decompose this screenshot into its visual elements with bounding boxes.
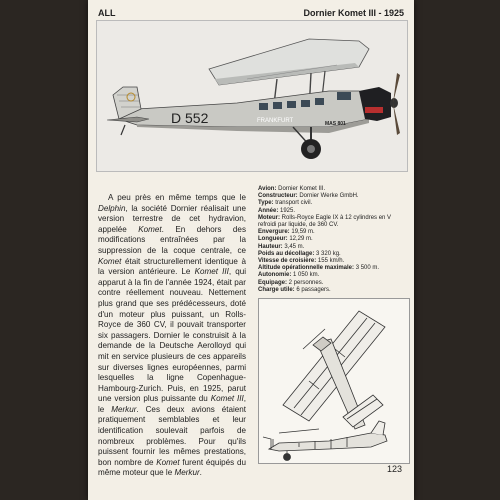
desc-run-italic: Komet: [156, 457, 180, 467]
spec-row: [258, 200, 408, 207]
spec-label: Constructeur:: [258, 193, 298, 200]
spec-row: [258, 236, 408, 243]
spec-label: Hauteur:: [258, 243, 283, 250]
spec-value: 3,45 m.: [282, 243, 305, 250]
desc-run: était structurellement identique à la version antérieure. Le: [98, 256, 246, 277]
desc-run-italic: Komet: [98, 256, 122, 266]
country-code: ALL: [98, 8, 116, 18]
desc-run-italic: Merkur: [111, 404, 137, 414]
spec-value: Dornier Komet III.: [276, 186, 326, 192]
spec-value: Rolls-Royce Eagle IX à 12 cylindres en V refroidi par liquide, de 360 CV.: [258, 214, 392, 229]
desc-run-italic: Delphin: [98, 203, 126, 213]
specifications-list: [258, 186, 408, 294]
spec-label: Altitude opérationnelle maximale:: [258, 265, 355, 272]
page-title: Dornier Komet III - 1925: [303, 8, 404, 18]
spec-label: Envergure:: [258, 229, 290, 236]
fuselage-marking: FRANKFURT: [257, 118, 294, 124]
spec-row: [258, 287, 408, 294]
spec-row: [258, 244, 408, 251]
desc-run-italic: Komet III: [210, 394, 244, 404]
desc-run-italic: Komet: [138, 224, 162, 234]
spec-value: 3 320 kg.: [314, 250, 341, 257]
spec-row: [258, 265, 408, 272]
desc-run: A peu près en même temps que le: [108, 193, 246, 202]
spec-label: Autonomie:: [258, 272, 292, 279]
desc-run: . En dehors des modifications entraînées par la suppression de la coque centrale, ce: [98, 224, 246, 255]
spec-row: [258, 272, 408, 279]
spec-row: [258, 186, 408, 193]
spec-label: Charge utile:: [258, 286, 295, 293]
spec-value: Dornier Werke GmbH.: [297, 193, 359, 200]
spec-value: 2 personnes.: [287, 279, 324, 286]
spec-row: [258, 258, 408, 265]
description-paragraph: [98, 193, 246, 479]
spec-label: Type:: [258, 200, 274, 207]
spec-value: 6 passagers.: [294, 286, 331, 293]
page-number: 123: [386, 464, 402, 474]
engine-marking: MAS 801: [325, 121, 346, 127]
spec-row: [258, 280, 408, 287]
desc-run: furent équipés du même moteur que le: [98, 457, 246, 478]
spec-label: Poids au décollage:: [258, 250, 315, 257]
spec-row: [258, 229, 408, 236]
spec-label: Avion:: [258, 186, 277, 192]
spec-label: Année:: [258, 207, 279, 214]
spec-value: 19,59 m.: [289, 229, 315, 236]
book-page: [88, 0, 414, 500]
spec-label: Equipage:: [258, 279, 288, 286]
spec-label: Longueur:: [258, 236, 288, 243]
spec-value: 1 050 km.: [291, 272, 320, 279]
description-text: [98, 193, 246, 479]
spec-row: [258, 251, 408, 258]
desc-run-italic: Merkur: [174, 468, 200, 478]
aircraft-side-view: [97, 21, 407, 171]
three-view-drawing: [258, 298, 410, 464]
spec-value: 155 km/h.: [316, 258, 345, 265]
spec-row: [258, 215, 408, 229]
desc-run: . Ces deux avions étaient pratiquement semblables et leur identification soulevait parfois de nombreux problèmes. Pour qu'ils puissent fournir les mêmes prestations, bon nombre de: [98, 404, 246, 467]
desc-run: , le: [98, 394, 246, 414]
spec-value: 12,29 m.: [287, 236, 313, 243]
desc-run: .: [199, 468, 202, 478]
spec-value: 3 500 m.: [354, 265, 380, 272]
spec-row: [258, 193, 408, 200]
desc-run: , qui apparut à la fin de l'année 1924, était par contre réellement nouveau. Nettement plus grand que ses prédécesseurs, doté d'un moteur plus puissant, un Rolls-Royce de 360 CV, il pouvait transporter six passagers. Dornier le construisit à la demande de la Deutsche Aerolloyd qui mit en service plusieurs de ces appareils sur diverses lignes européennes, parmi lesquelles la ligne Copenhague-Hambourg-Zurich. Puis, en 1925, parut une version plus puissante du: [98, 267, 246, 404]
spec-label: Moteur:: [258, 214, 280, 221]
desc-run: , la société Dornier réalisait une version terrestre de cet hydravion, appelée: [98, 203, 246, 234]
plan-view-drawing: [259, 299, 409, 463]
spec-value: 1925.: [278, 207, 296, 214]
registration-marking: D 552: [171, 110, 209, 126]
spec-row: [258, 208, 408, 215]
aircraft-illustration: [96, 20, 408, 172]
spec-label: Vitesse de croisière:: [258, 258, 317, 265]
desc-run-italic: Komet III: [194, 267, 229, 277]
spec-value: transport civil.: [273, 200, 313, 207]
